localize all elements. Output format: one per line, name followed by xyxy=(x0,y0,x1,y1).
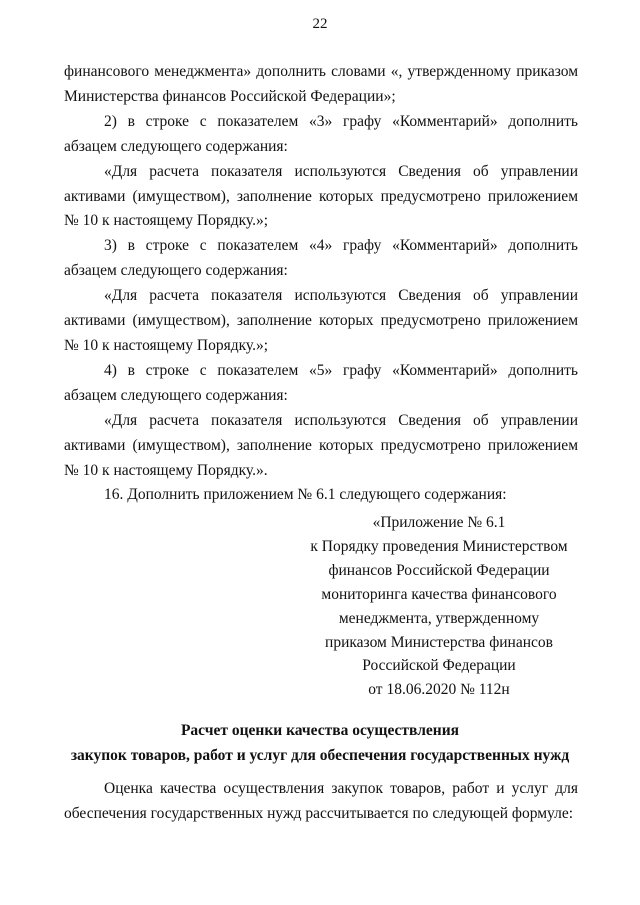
appendix-line: от 18.06.2020 № 112н xyxy=(368,681,510,699)
paragraph-quote-1: «Для расчета показателя используются Сведения об управлении активами (имуществом), заполнение которых предусмотрено приложением № 10 к настоящему Порядку.»; xyxy=(64,162,578,230)
paragraph-item-4: 4) в строке с показателем «5» графу «Комментарий» дополнить абзацем следующего содержания: xyxy=(64,361,578,404)
appendix-line: «Приложение № 6.1 xyxy=(372,514,506,531)
page-number: 22 xyxy=(312,16,328,32)
appendix-line: приказом Министерства финансов xyxy=(325,633,553,651)
amendment-text xyxy=(64,60,578,508)
paragraph-item-2: 2) в строке с показателем «3» графу «Комментарий» дополнить абзацем следующего содержания: xyxy=(64,112,578,155)
appendix-line: мониторинга качества финансового xyxy=(321,585,557,603)
appendix-header xyxy=(300,511,578,702)
appendix-line: к Порядку проведения Министерством xyxy=(310,537,568,555)
paragraph-continuation: финансового менеджмента» дополнить словами «, утвержденному приказом Министерства финансов Российской Федерации»; xyxy=(64,63,578,105)
paragraph-item-3: 3) в строке с показателем «4» графу «Комментарий» дополнить абзацем следующего содержания: xyxy=(64,237,578,280)
paragraph-item-16: 16. Дополнить приложением № 6.1 следующего содержания: xyxy=(104,486,507,504)
appendix-line: менеджмента, утвержденному xyxy=(338,609,540,627)
appendix-line: Российской Федерации xyxy=(362,657,516,675)
paragraph-quote-2: «Для расчета показателя используются Сведения об управлении активами (имуществом), заполнение которых предусмотрено приложением № 10 к настоящему Порядку.»; xyxy=(64,287,578,354)
paragraph-quote-3: «Для расчета показателя используются Сведения об управлении активами (имуществом), заполнение которых предусмотрено приложением № 10 к настоящему Порядку.». xyxy=(64,411,578,479)
section-title-line-2: закупок товаров, работ и услуг для обеспечения государственных нужд xyxy=(70,747,570,764)
section-title-line-1: Расчет оценки качества осуществления xyxy=(180,722,460,739)
section-title xyxy=(0,718,640,768)
formula-intro-paragraph: Оценка качества осуществления закупок товаров, работ и услуг для обеспечения государственных нужд рассчитывается по следующей формуле: xyxy=(64,780,578,822)
appendix-line: финансов Российской Федерации xyxy=(328,561,550,579)
formula-intro xyxy=(64,777,578,827)
